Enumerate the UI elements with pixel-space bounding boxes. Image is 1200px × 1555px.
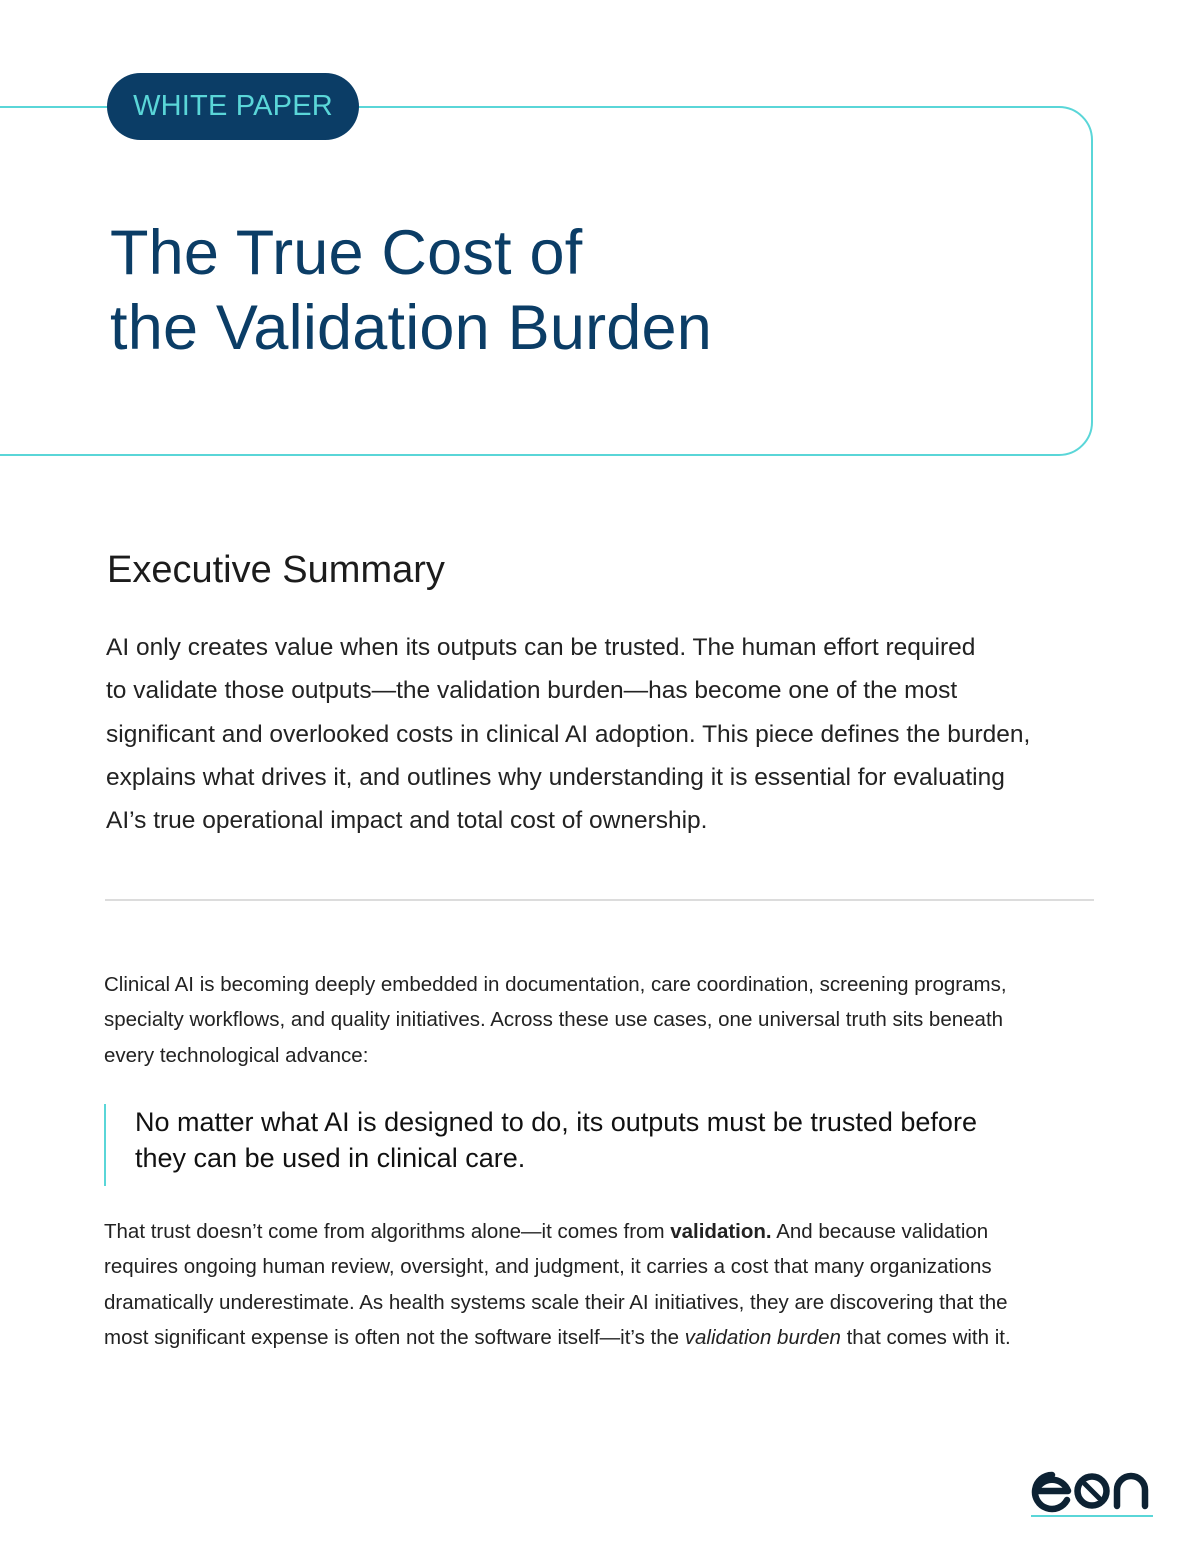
paragraph-line: requires ongoing human review, oversight, and judgment, it carries a cost that many organizations: [104, 1255, 992, 1279]
summary-line: explains what drives it, and outlines why understanding it is essential for evaluating: [106, 763, 1005, 791]
page-title: [110, 216, 712, 366]
summary-line: AI’s true operational impact and total cost of ownership.: [106, 807, 708, 835]
white-paper-badge: WHITE PAPER: [107, 73, 359, 140]
paragraph-line: [104, 1320, 1104, 1355]
eon-logo: [1031, 1448, 1153, 1520]
emphasis-validation-burden: validation burden: [684, 1325, 841, 1349]
section-heading: Executive Summary: [107, 549, 445, 591]
quote-line: they can be used in clinical care.: [135, 1143, 526, 1173]
pull-quote: [104, 1104, 977, 1186]
paragraph-text: And because validation: [771, 1220, 989, 1243]
logo-letter-n: [1117, 1476, 1145, 1506]
executive-summary: [106, 626, 1106, 842]
summary-line: significant and overlooked costs in clinical AI adoption. This piece defines the burden,: [106, 720, 1031, 748]
logo-underline: [1031, 1515, 1153, 1517]
paragraph-text: that comes with it.: [840, 1325, 1011, 1349]
quote-line: No matter what AI is designed to do, its outputs must be trusted before: [135, 1107, 977, 1137]
title-line-2: the Validation Burden: [110, 293, 712, 363]
summary-line: to validate those outputs—the validation burden—has become one of the most: [106, 677, 958, 705]
paragraph-line: dramatically underestimate. As health systems scale their AI initiatives, they are discovering that the: [104, 1290, 1008, 1314]
paragraph-text: most significant expense is often not the software itself—it’s the: [104, 1325, 685, 1349]
paragraph-text: That trust doesn’t come from algorithms alone—it comes from: [104, 1220, 671, 1243]
paragraph-line: specialty workflows, and quality initiatives. Across these use cases, one universal truth sits beneath: [104, 1008, 1004, 1032]
summary-line: AI only creates value when its outputs can be trusted. The human effort required: [106, 634, 976, 661]
logo-slash: [1085, 1484, 1099, 1498]
title-line-1: The True Cost of: [110, 218, 583, 288]
paragraph-line: every technological advance:: [104, 1043, 369, 1067]
paragraph-line: [104, 1214, 1104, 1249]
trust-paragraph: [104, 1214, 1104, 1355]
divider: [105, 899, 1094, 901]
intro-paragraph: [104, 967, 1104, 1073]
emphasis-validation: validation.: [670, 1220, 772, 1243]
paragraph-line: Clinical AI is becoming deeply embedded in documentation, care coordination, screening programs,: [104, 973, 1007, 996]
